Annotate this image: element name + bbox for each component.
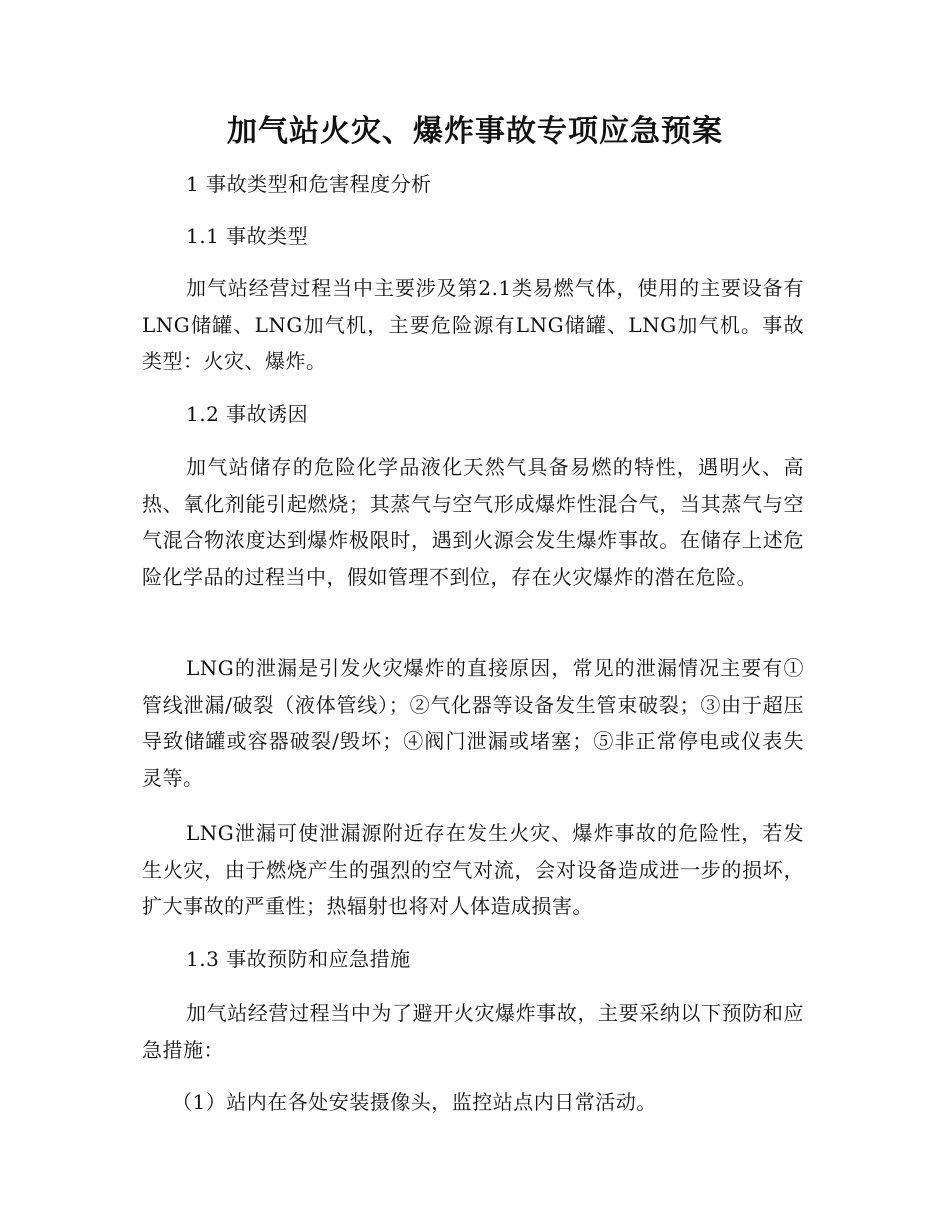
list-item-1: （1）站内在各处安装摄像头，监控站点内日常活动。 xyxy=(172,1090,657,1114)
section-heading-1-3: 1.3 事故预防和应急措施 xyxy=(186,947,411,971)
paragraph-accident-causes: 加气站储存的危险化学品液化天然气具备易燃的特性，遇明火、高热、氧化剂能引起燃烧；其蒸气与空气形成爆炸性混合气，当其蒸气与空气混合物浓度达到爆炸极限时，遇到火源会发生爆炸事故。在储存上述危险化学品的过程当中，假如管理不到位，存在火灾爆炸的潜在危险。 xyxy=(142,455,804,589)
section-heading-1: 1 事故类型和危害程度分析 xyxy=(186,172,432,196)
document-title: 加气站火灾、爆炸事故专项应急预案 xyxy=(227,114,723,149)
section-heading-1-1: 1.1 事故类型 xyxy=(186,224,309,248)
paragraph-lng-leaks: LNG的泄漏是引发火灾爆炸的直接原因，常见的泄漏情况主要有①管线泄漏/破裂（液体管线）；②气化器等设备发生管束破裂；③由于超压导致储罐或容器破裂/毁坏；④阀门泄漏或堵塞；⑤非正常停电或仪表失灵等。 xyxy=(142,656,804,790)
paragraph-prevention-intro: 加气站经营过程当中为了避开火灾爆炸事故，主要采纳以下预防和应急措施： xyxy=(142,1001,804,1062)
section-heading-1-2: 1.2 事故诱因 xyxy=(186,402,309,426)
paragraph-accident-types: 加气站经营过程当中主要涉及第2.1类易燃气体，使用的主要设备有LNG储罐、LNG加气机，主要危险源有LNG储罐、LNG加气机。事故类型：火灾、爆炸。 xyxy=(142,276,804,373)
paragraph-leak-consequences: LNG泄漏可使泄漏源附近存在发生火灾、爆炸事故的危险性，若发生火灾，由于燃烧产生的强烈的空气对流，会对设备造成进一步的损坏，扩大事故的严重性；热辐射也将对人体造成损害。 xyxy=(142,821,804,918)
